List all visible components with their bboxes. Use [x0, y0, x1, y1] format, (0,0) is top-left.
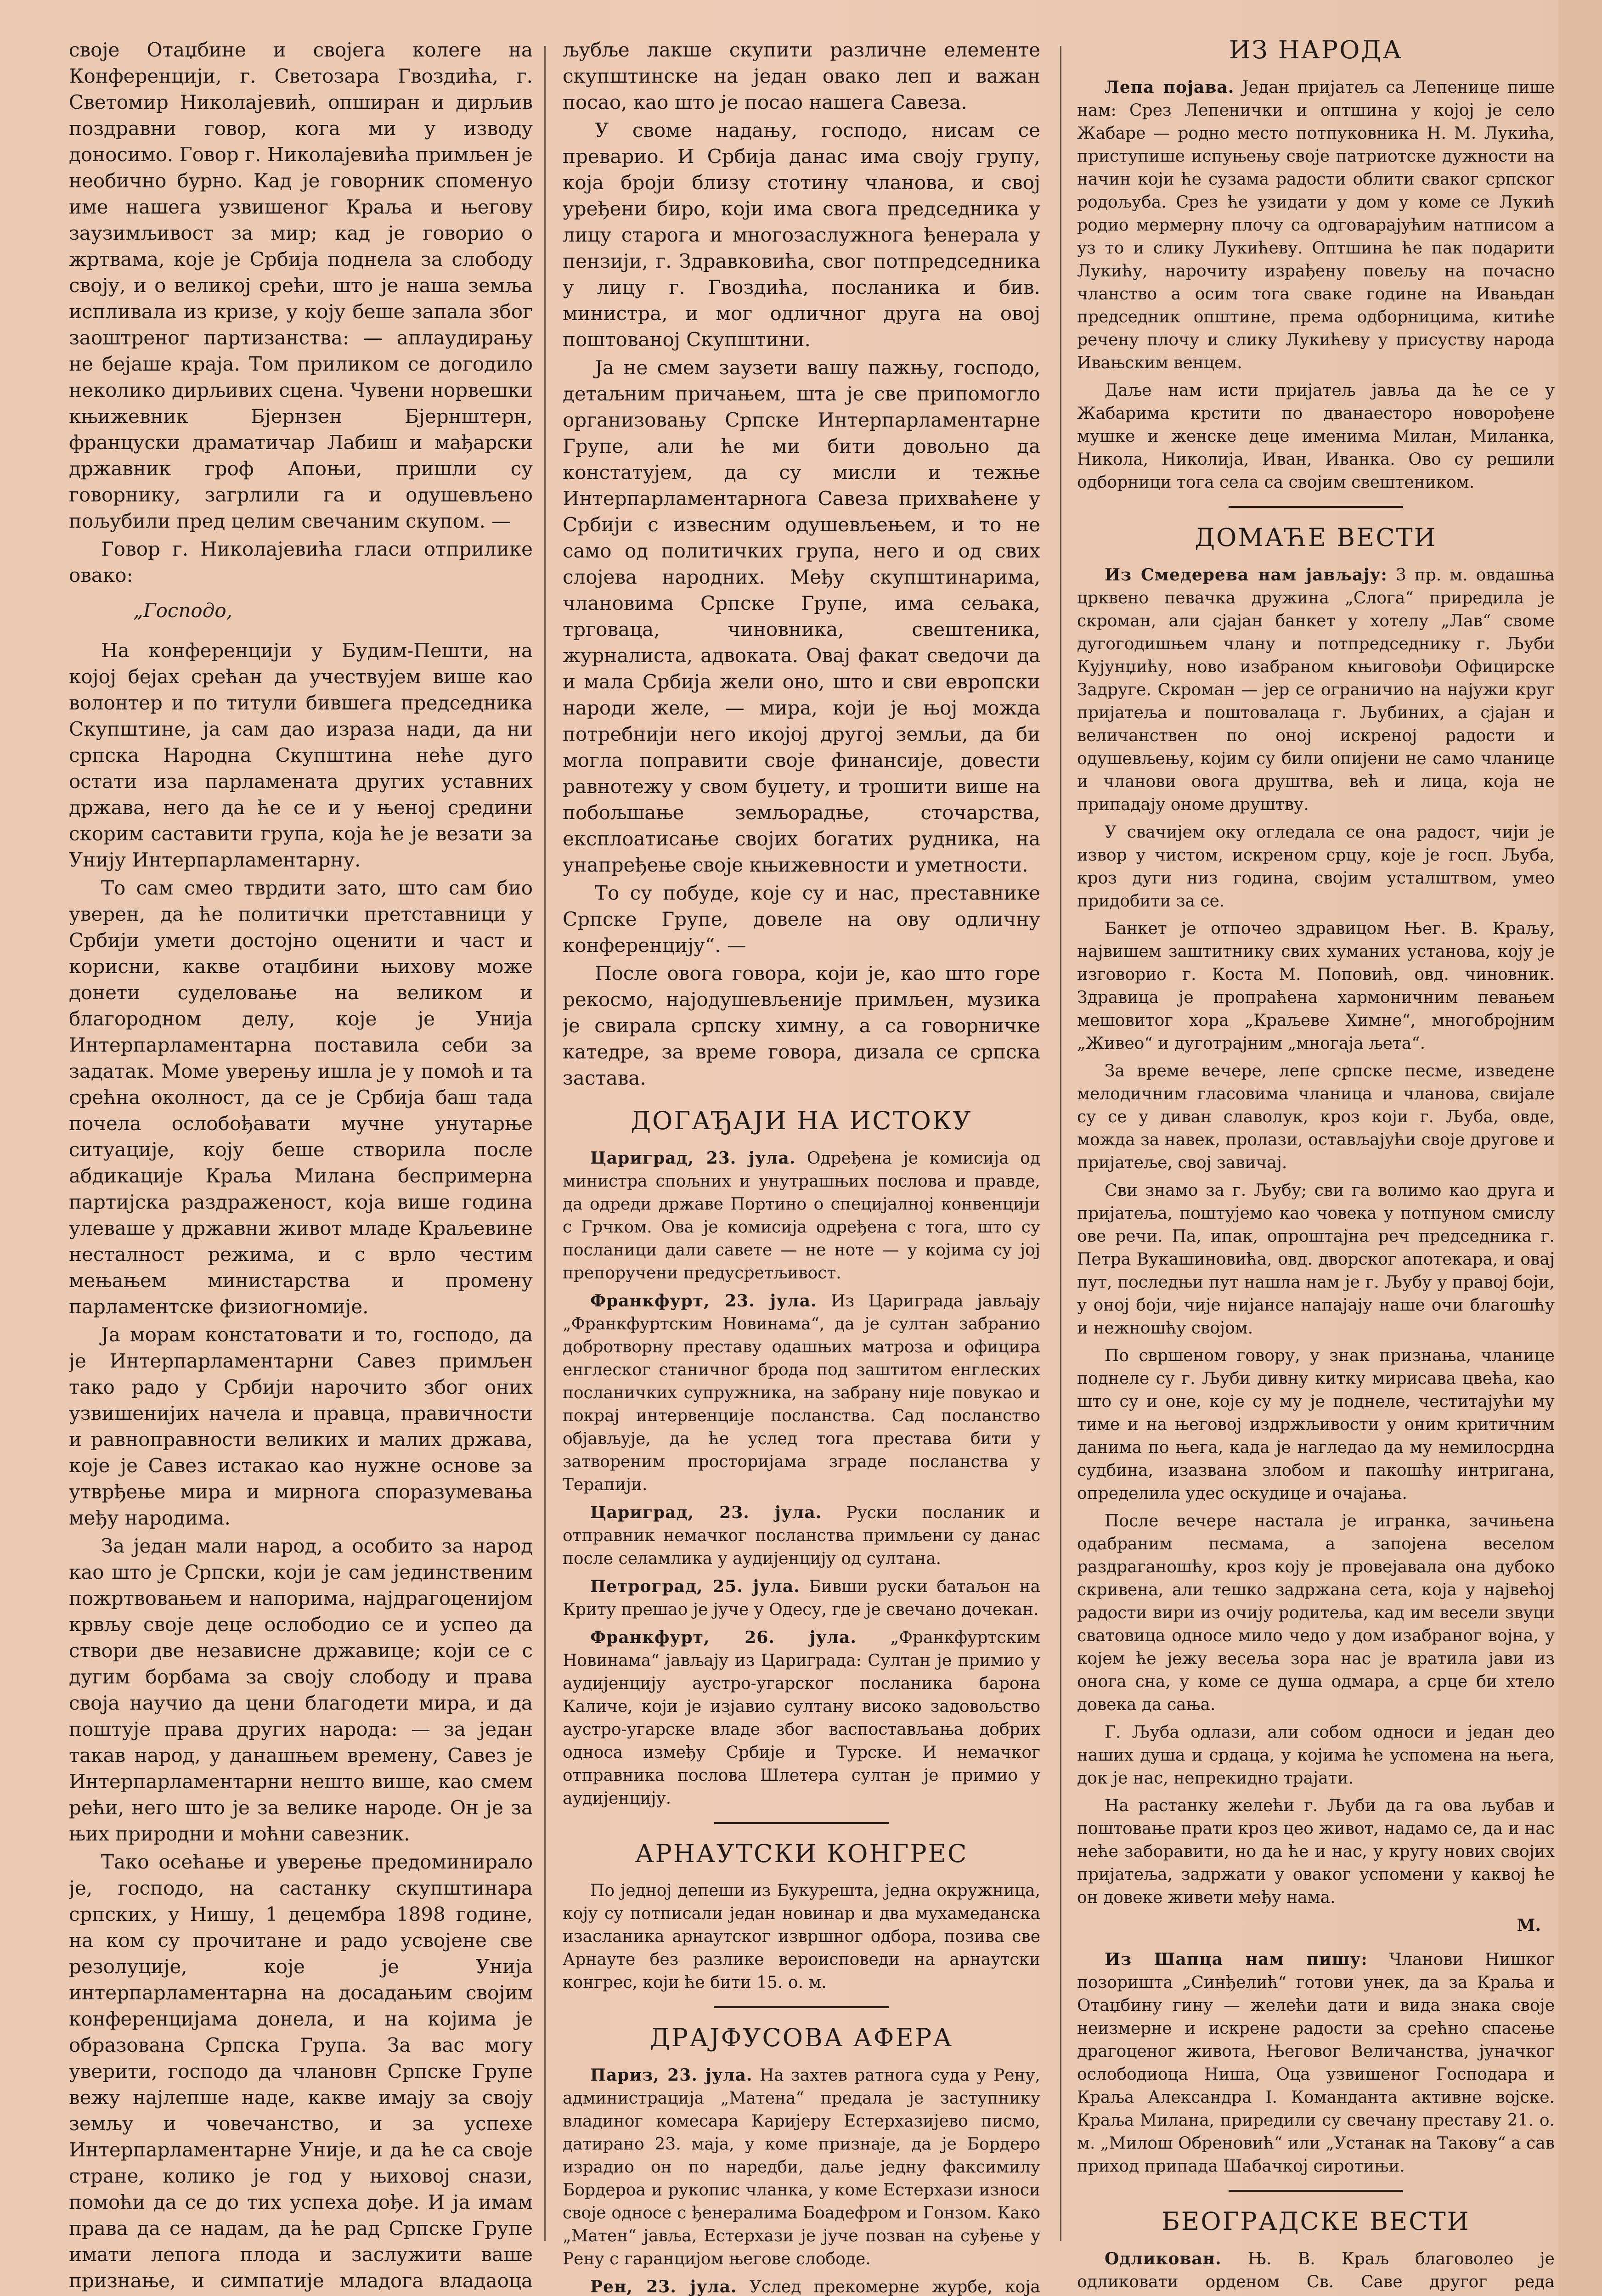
- news-item: [563, 1147, 1040, 1285]
- news-text: После вечере настала је игранка, зачињена одабраним песмама, а запојена веселом раздраганошћу, кроз коју је провејавала она дубоко скривена, али тешко задржана сета, која у највећој радости вири из очију родитеља, кад им весели звуци сватовица односе мило чедо у дом изабраног војна, у којем ће јежу весеља зора нас је вратила јави из онога сна, у коме се душа одмара, а срце би хтело довека да сања.: [1077, 1512, 1555, 1714]
- author-signature: М.: [1517, 1916, 1541, 1935]
- news-list: [1077, 2247, 1555, 2296]
- dateline: Одликован.: [1105, 2249, 1222, 2268]
- section-heading: ДОГАЂАЈИ НА ИСТОКУ: [631, 1106, 972, 1135]
- dateline: Из Смедерева нам јављају:: [1105, 565, 1388, 585]
- section-separator: [1229, 506, 1403, 508]
- paragraph: Тако осећање и уверење предоминирало је, господо, на састанку скупштинара српских, у Нишу, 1 децембра 1898 године, на ком су прочитане и радо усвојене све резолуције, које је Унија интерпарламентарна на досадањим својим конференцијама донела, и на којима је образована Српска Група. За вас могу уверити, господо да члановн Српске Групе вежу најлепше наде, какве имају за своју земљу и човечанство, и за успехе Интерпарламентарне Уније, и да ће са своје стране, колико је год у њиховој снази, помоћи да се до тих успеха дође. И ја имам права да се надам, да ће рад Српске Групе имати лепога плода и заслужити ваше признање, и симпатије младога владаоца: [69, 1851, 533, 2292]
- news-list: [563, 1147, 1040, 1810]
- dateline: Франкфурт, 26. јула.: [590, 1628, 857, 1647]
- news-list: [1077, 76, 1555, 494]
- news-item: [1077, 917, 1555, 1055]
- paragraph: своје Отаџбине и својега колеге на Конференцији, г. Светозара Гвоздића, г. Светомир Николајевић, опширан и дирљив поздравни говор, кога ми у изводу доносимо. Говор г. Николајевића примљен је необично бурно. Кад је говорник споменуо име нашега узвишеног Краља и његову заузимљивост за мир; кад је говорио о жртвама, које је Србија поднела за слободу своју, и о великој срећи, што је наша земља испливала из кризе, у коју беше запала због заоштреног партизанства: — аплаудирању не бејаше краја. Том приликом се догодило неколико дирљивих сцена. Чувени норвешки књижевник Бјернзен Бјернштерн, француски драматичар Лабиш и мађарски државник гроф Апоњи, пришли су говорнику, загрлили га и одушевљено пољубили пред целим свечаним скупом. —: [69, 39, 533, 532]
- news-item: [1077, 1179, 1555, 1340]
- news-text: По свршеном говору, у знак признања, чланице поднеле су г. Љуби дивну китку мирисава цвећа, као што су и оне, које су му је поднеле, честитајући му тиме и на његовој издржљивости у оним критичним данима по њега, када је нагледао да му немилосрдна судбина, изазвана злобом и пакошћу интригана, определила удес оскудице и очајања.: [1077, 1346, 1555, 1503]
- paragraph: То су побуде, које су и нас, преставнике Српске Групе, довеле на ову одличну конференцију“. —: [563, 882, 1040, 957]
- news-list: [563, 1880, 1040, 1994]
- news-item: [1077, 563, 1555, 816]
- news-text: У свачијем оку огледала се она радост, чији је извор у чистом, искреном срцу, које је госп. Љуба, кроз дуги низ година, својим усталштвом, умео придобити за се.: [1077, 823, 1555, 911]
- dateline: Франкфурт, 23. јула.: [590, 1291, 817, 1311]
- news-text: „Франкфуртским Новинама“ јављају из Цариграда: Султан је примио у аудијенцију аустро-угарског посланика барона Каличе, који је изјавио султану високо задовољство аустро-угарске владе због васпостављања добрих односа између Србије и Турске. И немачког отправника послова Шлетера султан је примио у аудијенцију.: [563, 1628, 1040, 1808]
- news-text: Одређена је комисија од министра спољних и унутрашњих послова и правде, да одреди државе Портино о специјалној конвенцији с Грчком. Ова је комисија одређена с тога, што су посланици дали савете — не ноте — у којима су јој препоручени предусретљивост.: [563, 1149, 1040, 1283]
- news-item: [563, 1501, 1040, 1570]
- paragraph: После овога говора, који је, као што горе рекосмо, најодушевљеније примљен, музика је свирала српску химну, а са говорничке катедре, за време говора, дизала се српска застава.: [563, 962, 1040, 1089]
- news-item: [1077, 1948, 1555, 2178]
- news-list: [563, 2064, 1040, 2296]
- news-item: [563, 1626, 1040, 1810]
- salutation: „Господо,: [133, 599, 232, 622]
- news-item: [1077, 76, 1555, 375]
- paragraph: На конференцији у Будим-Пешти, на којој бејах срећан да учествујем више као волонтер и по титули бившега председника Скупштине, ја сам дао израза нади, да ни српска Народна Скупштина неће дуго остати иза парламената других уставних држава, него да ће се и у њеној средини скорим саставити група, која ће је везати за Унију Интерпарламентарну.: [69, 639, 533, 871]
- column-divider: [544, 46, 546, 2241]
- news-item: [1077, 1510, 1555, 1716]
- section-separator: [714, 1822, 889, 1824]
- news-text: Сви знамо за г. Љубу; сви га волимо као друга и пријатеља, поштујемо као човека у потпуном смислу ове речи. Па, ипак, опроштајна реч председника г. Петра Вукашиновића, овд. дворског апотекара, и овај пут, последњи пут нашла нам је г. Љубу у правој боји, у оној боји, чије нијансе напајају наше очи благошћу и нежношћу својом.: [1077, 1181, 1555, 1338]
- paragraph: љубље лакше скупити различне елементе скупштинске на један овако леп и важан посао, као што је посао нашега Савеза.: [563, 39, 1040, 113]
- paragraph: Ја морам констатовати и то, господо, да је Интерпарламентарни Савез примљен тако радо у Србији нарочито због оних узвишенијих начела и правца, правичности и равноправности великих и малих држава, које је Савез истакао као нужне основе за утврђење мира и мирнога споразумевања међу народима.: [69, 1323, 533, 1529]
- column-1: [69, 37, 533, 2296]
- dateline: Лепа појава.: [1105, 78, 1235, 97]
- news-item: [1077, 1721, 1555, 1790]
- section-heading: ДОМАЋЕ ВЕСТИ: [1195, 523, 1437, 552]
- news-text: Њ. В. Краљ благоволео је одликовати орденом Св. Саве другог реда: [1077, 2250, 1555, 2291]
- dateline: Цариград, 23. јула.: [590, 1148, 796, 1168]
- paragraph: Ја не смем заузети вашу пажњу, господо, детаљним причањем, шта је све припомогло организовању Српске Интерпарламентарне Групе, али ће ми бити довољно да констатујем, да су мисли и тежње Интерпарламентарнога Савеза прихваћене у Србији с извесним одушевљењем, и то не само од политичких група, него и од свих слојева народних. Међу скупштинарима, члановима Српске Групе, има сељака, трговаца, чиновника, свештеника, журналиста, адвоката. Овај факат сведочи да и мала Србија жели оно, што и сви европски народи желе, — мира, који је њој можда потребнији него икојој другој земљи, да би могла поправити своје финансије, довести равнотежу у свом буџету, и трошити више на побољшање земљорадње, сточарства, експлоатисање својих богатих рудника, на унапређење своје књижевности и уметности.: [563, 356, 1040, 876]
- news-text: Бивши руски батаљон на Криту прешао је јуче у Одесу, где је свечано дочекан.: [563, 1577, 1040, 1619]
- page-margin-shadow: [1558, 0, 1602, 2296]
- paragraph: За један мали народ, а особито за народ као што је Српски, који је сам јединственим пожртвовањем и напорима, најдрагоценијом крвљу своје деце ослободио се и успео да створи две независне државице; који се с дугим борбама за своју слободу и права своја научио да цени благодети мира, и да поштује права других народа: — за један такав народ, у данашњем времену, Савез је Интерпарламентарни нешто више, као смем рећи, него што је за велике народе. Он је за њих природни и моћни савезник.: [69, 1535, 533, 1845]
- news-item: [1077, 1795, 1555, 1909]
- section-separator: [1229, 2190, 1403, 2192]
- paragraph: Говор г. Николајевића гласи отприлике овако:: [69, 538, 533, 586]
- paragraph: У своме надању, господо, нисам се преварио. И Србија данас има своју групу, која броји близу стотину чланова, и свој уређени биро, који има свога председника у лицу старога и многозаслужнога ђенерала у пензији, г. Здравковића, свог потпредседника у лицу г. Гвоздића, посланика и бив. министра, и мог одличног друга на овој поштованој Скупштини.: [563, 119, 1040, 351]
- news-text: Чланови Нишког позоришта „Синђелић“ готови унек, да за Краља и Отаџбину гину — желећи дати и вида знака своје неизмерне и искрене радости за срећно спасење драгоценог живота, Његовог Величанства, јуначког ослободиоца Ниша, Оца узвишеног Господара и Краља Александра I. Команданта активне војске. Краља Милана, приредили су свечану преставу 21. о. м. „Милош Обреновић“ или „Устанак на Такову“ а сав приход припада Шабачкој сиротињи.: [1077, 1950, 1555, 2176]
- news-text: По једној депеши из Букурешта, једна окружница, коју су потписали један новинар и два мухамеданска изасланика арнаутског извршног одбора, позива све Арнауте без разлике вероисповеди на арнаутски конгрес, који ће бити 15. о. м.: [563, 1881, 1040, 1992]
- section-heading: АРНАУТСКИ КОНГРЕС: [635, 1839, 968, 1868]
- news-item: [1077, 379, 1555, 494]
- news-item: [1077, 1060, 1555, 1175]
- news-text: На растанку желећи г. Љуби да га ова љубав и поштовање прати кроз цео живот, надамо се, да и нас неће заборавити, но да ће и нас, у кругу нових својих пријатеља, задржати у оваког успомени у каквој ће он довеке живети међу нама.: [1077, 1796, 1555, 1907]
- news-text: Услед прекомерне журбе, која: [749, 2278, 1040, 2296]
- news-text: 3 пр. м. овдашња црквено певачка дружина „Слога“ приредила је скроман, али сјајан банкет у хотелу „Лав“ своме дугогодишњем члану и потпредседнику г. Љуби Кујунџићу, ново изабраном књиговођи Официрске Задруге. Скроман — јер се ограничио на најужи круг пријатеља и поштовалаца г. Љубиних, а сјајан и величанствен по оној искреној радости и одушевљењу, којим су били опијени не само чланице и чланови овога друштва, већ и лица, која не припадају ономе друштву.: [1077, 566, 1555, 814]
- news-item: [1077, 821, 1555, 913]
- news-text: На захтев ратнога суда у Рену, администрација „Матена“ предала је заступнику владиног комесара Каријеру Естерхазијево писмо, датирано 23. маја, у коме признаје, да је Бордеро израдио он по наредби, даље једну факсимилу Бордероа и рукопис чланка, у коме Естерхази износи своје односе с ђенералима Боадефром и Гонзом. Како „Матен“ јавља, Естерхази је јуче позван на суђење у Рену с гаранцијом његове слободе.: [563, 2066, 1040, 2268]
- news-text: Руски посланик и отправник немачког посланства примљени су данас после селамлика у аудијенцију од султана.: [563, 1503, 1040, 1568]
- paragraph: То сам смео тврдити зато, што сам био уверен, да ће политички претставници у Србији умети достојно оценити и част и корисни, какве отаџбини њихову може донети суделовање на великом и благородном делу, које је Унија Интерпарламентарна поставила себи за задатак. Моме уверењу ишла је у помоћ и та срећна околност, да се је Србија баш тада почела ослобођавати мучне унутарње ситуације, коју беше створила после абдикације Краља Милана беспримерна партијска раздраженост, која више година улеваше у државни живот младе Краљевине несталност режима, и с врло честим мењањем министарства и промену парламентске физиогномије.: [69, 877, 533, 1318]
- dateline: Цариград, 23. јула.: [590, 1503, 822, 1522]
- section-separator: [714, 2006, 889, 2008]
- news-text: Даље нам исти пријатељ јавља да ће се у Жабарима крстити по дванаесторо новорођене мушке и женске деце именима Милан, Миланка, Никола, Николија, Иван, Иванка. Ово су решили одборници тога села са својим свештеником.: [1077, 381, 1555, 492]
- news-list: [1077, 563, 1555, 2178]
- dateline: Петроград, 25. јула.: [590, 1577, 800, 1596]
- news-text: Банкет је отпочео здравицом Њег. В. Краљу, највишем заштитнику свих хуманих установа, коју је изговорио г. Коста М. Поповић, овд. чиновник. Здравица је пропраћена хармоничним певањем мешовитог хора „Краљеве Химне“, многобројним „Живео“ и дуготрајним „многаја љета“.: [1077, 919, 1555, 1053]
- news-text: Из Цариграда јављају „Франкфуртским Новинама“, да је султан забранио добротворну преставу одашњих матроза и официра енглеског станичног брода под заштитом енглеских посланичких супружника, на забрану није повукао и покрај интервенције посланства. Сад посланство објављује, да ће услед тога престава бити у затвореним просторијама зграде посланства у Терапији.: [563, 1292, 1040, 1494]
- news-item: [563, 2064, 1040, 2271]
- dateline: Париз, 23. јула.: [590, 2065, 753, 2085]
- column-divider: [1060, 46, 1061, 2241]
- dateline: Из Шапца нам пишу:: [1105, 1950, 1368, 1969]
- news-item: [563, 2275, 1040, 2296]
- section-heading: ИЗ НАРОДА: [1229, 37, 1403, 64]
- dateline: Рен, 23. јула.: [590, 2277, 737, 2296]
- section-heading: БЕОГРАДСКЕ ВЕСТИ: [1162, 2207, 1470, 2236]
- news-item: [563, 1289, 1040, 1497]
- column-2: [563, 37, 1040, 2296]
- news-text: За време вечере, лепе српске песме, изведене мелодичним гласовима чланица и чланова, свијале су се у диван славолук, кроз који г. Љуба, овде, можда за навек, пролази, остављајући своје другове и пријатеље, свој завичај.: [1077, 1062, 1555, 1172]
- column-3: [1077, 37, 1555, 2296]
- news-item: [1077, 2247, 1555, 2296]
- news-text: Један пријатељ са Лепенице пише нам: Срез Лепенички и оптшина у којој је село Жабаре — родно место потпуковника Н. М. Лукића, приступише испуњењу своје патриотске дужности на начин који ће сузама радости облити сваког српског родољуба. Срез ће узидати у дом у коме се Лукић родио мермерну плочу са одговарајућим натписом а уз то и слику Лукићеву. Оптшина ће пак подарити Лукићу, нарочиту израђену повељу на почасно чланство а осим тога сваке године на Ивањдан председник општине, према одборницима, китиће речену плочу и слику Лукићеву у присуству народа Ивањским венцем.: [1077, 78, 1555, 372]
- news-item: [563, 1575, 1040, 1621]
- section-heading: ДРАЈФУСОВА АФЕРА: [649, 2023, 953, 2052]
- news-text: Г. Љуба одлази, али собом односи и један део наших душа и срдаца, у којима ће успомена на њега, док је нас, непрекидно трајати.: [1077, 1723, 1555, 1788]
- news-item: [1077, 1345, 1555, 1505]
